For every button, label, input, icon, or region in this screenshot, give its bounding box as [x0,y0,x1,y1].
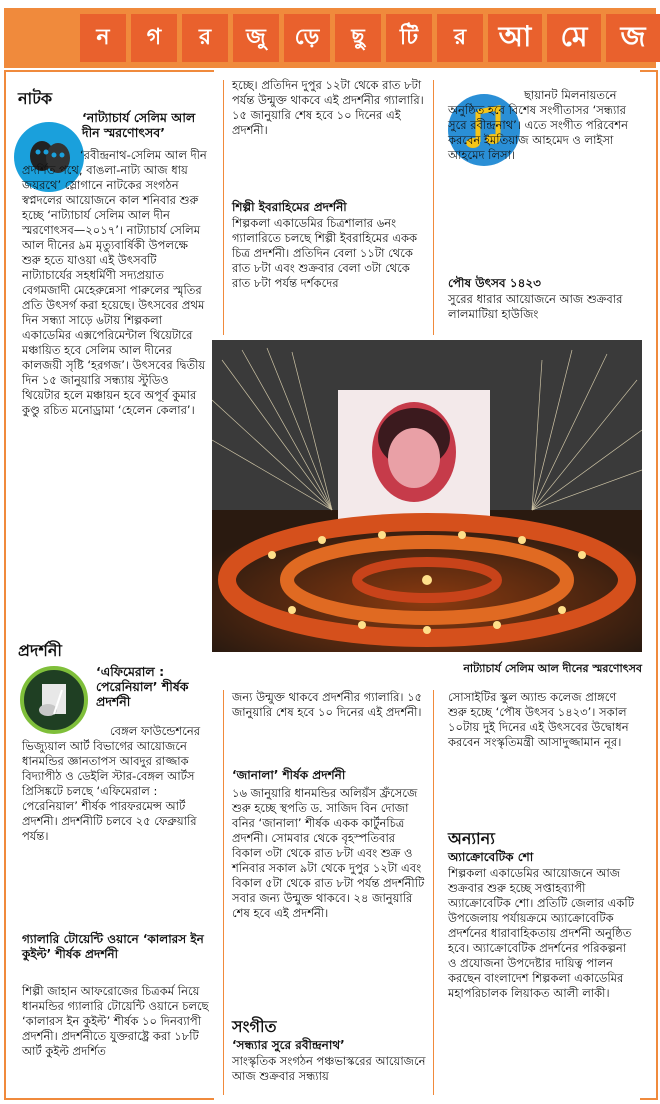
prodorshoni-headline: ‘এফিমেরাল : পেরেনিয়াল’ শীর্ষক প্রদর্শনী [96,664,189,709]
banner-letter: র [182,14,228,62]
banner-letter: ছু [335,14,381,62]
janala-body-text: ১৬ জানুয়ারি ধানমন্ডির অলিয়ঁস ফ্রঁসেজে শুরু হচ্ছে স্থপতি ড. সাজিদ বিন দোজা বনির ‘জানালা’ শীর্ষক একক কার্টুনচিত্র প্রদর্শনী। সোমবার থেকে বৃহস্পতিবার বিকাল ৩টা থেকে রাত ৮টা এবং শুক্র ও শনিবার সকাল ৯টা থেকে দুপুর ১২টা এবং বিকাল ৫টা থেকে রাত ৮টা পর্যন্ত প্রদর্শনীটি সবার জন্য উন্মুক্ত থাকবে। ২৪ জানুয়ারি শেষ হবে এই প্রদর্শনী। [232,786,425,920]
janala-headline: ‘জানালা’ শীর্ষক প্রদর্শনী [232,768,346,782]
column-divider [223,80,224,335]
gallery-body-text: শিল্পী জাহান আফরোজের চিত্রকর্ম নিয়ে ধানমন্ডির গ্যালারি টোয়েন্টি ওয়ানে চলছে ‘কালারস ইন কুইল্ট’ শীর্ষক ১০ দিনব্যাপী প্রদর্শনী। প্রদর্শনীতে যুক্তরাষ্ট্রে করা ১৮টি আর্ট কুইল্ট প্রদর্শিত [22,984,209,1058]
sangeet-body [232,1054,428,1086]
natok-body [22,148,208,420]
banner-title [80,14,660,62]
janala-body [232,786,428,923]
acrobatic-headline: অ্যাক্রোবেটিক শো [448,850,534,864]
banner-letter: আ [488,14,542,62]
right-frame [640,70,658,1100]
chhayanaut-body [448,88,634,165]
photo-caption: নাট্যাচার্য সেলিম আল দীনের স্মরণোৎসব [463,662,642,675]
col2-bottom-cont-text: জন্য উন্মুক্ত থাকবে প্রদর্শনীর গ্যালারি। ১৫ জানুয়ারি শেষ হবে ১০ দিনের এই প্রদর্শনী। [232,690,423,719]
column-divider [223,690,224,1095]
acrobatic-body [448,866,634,1003]
ibrahim-body-text: শিল্পকলা একাডেমির চিত্রশালার ৬নং গ্যালারিতে চলছে শিল্পী ইবরাহিমের একক চিত্র প্রদর্শনী। প্রতিদিন বেলা ১১টা থেকে রাত ৮টা এবং শুক্রবার বেলা ৩টা থেকে রাত ৮টা পর্যন্ত দর্শকদের [232,216,418,290]
ibrahim-body [232,216,428,293]
poush-headline: পৌষ উৎসব ১৪২৩ [448,276,541,290]
banner-letter: জু [233,14,279,62]
column-divider [433,80,434,335]
section-prodorshoni: প্রদর্শনী [18,641,62,660]
poush-body [448,292,634,324]
banner-letter: ড়ে [284,14,330,62]
section-onnanno: অন্যান্য [448,829,495,848]
ibrahim-headline: শিল্পী ইবরাহিমের প্রদর্শনী [232,200,347,214]
banner-letter: মে [547,14,601,62]
banner-letter: র [437,14,483,62]
banner-letter: ন [80,14,126,62]
sangeet-body-text: সাংস্কৃতিক সংগঠন পঞ্চভাস্করের আয়োজনে আজ শুক্রবার সন্ধ্যায় [232,1054,426,1083]
col2-bottom-cont [232,690,428,722]
col2-top-cont [232,78,428,140]
banner [4,8,656,68]
col3-bottom-cont [448,690,634,752]
natok-body-text: ‘রবীন্দ্রনাথ-সেলিম আল দীন প্রদর্শিত পথে, বাঙলা-নাট্য আজ ধায় জয়রথে’ স্লোগানে নাটকের সংগঠন স্বপ্নদলের আয়োজনে কাল শনিবার শুরু হচ্ছে ‘নাট্যাচার্য সেলিম আল দীন স্মরণোৎসব—২০১৭’। নাট্যাচার্য সেলিম আল দীনের ৯ম মৃত্যুবার্ষিকী উপলক্ষে শুরু হতে যাওয়া এই উৎসবটি নাট্যাচার্যের সহধর্মিণী সদ্যপ্রয়াত বেগমজাদী মেহেরুন্নেসা পারুলের স্মৃতির প্রতি উৎসর্গ করা হয়েছে। উৎসবের প্রথম দিন সন্ধ্যা সাড়ে ৬টায় শিল্পকলা একাডেমির এক্সপেরিমেন্টাল থিয়েটারে মঞ্চায়িত হবে সেলিম আল দীনের কালজয়ী সৃষ্টি ‘হরগজ’। উৎসবের দ্বিতীয় দিন ১৫ জানুয়ারি সন্ধ্যায় স্টুডিও থিয়েটার হলে মঞ্চায়ন হবে অপূর্ব কুমার কুণ্ডু রচিত মনোড্রামা ‘হেলেন কেলার’। [22,148,207,417]
prodorshoni-body [22,724,210,846]
gallery-body [22,984,210,1061]
poush-body-text: সুরের ধারার আয়োজনে আজ শুক্রবার লালমাটিয়া হাউজিং [448,292,623,321]
natok-headline: ‘নাট্যাচার্য সেলিম আল দীন স্মরণোৎসব’ [82,110,196,140]
section-sangeet: সংগীত [232,1017,277,1036]
banner-letter: টি [386,14,432,62]
gallery-headline: গ্যালারি টোয়েন্টি ওয়ানে ‘কালারস ইন কুইল্ট’ শীর্ষক প্রদর্শনী [22,932,204,961]
acrobatic-body-text: শিল্পকলা একাডেমির আয়োজনে আজ শুক্রবার শুরু হচ্ছে সপ্তাহব্যাপী অ্যাক্রোবেটিক শো। প্রতিটি জেলার একটি উপজেলায় পর্যায়ক্রমে অ্যাক্রোবেটিক প্রদর্শনের ধারাবাহিকতায় প্রদর্শনী অনুষ্ঠিত হবে। অ্যাক্রোবেটিক প্রদর্শনের পরিকল্পনা ও প্রযোজনা উপদেষ্টার দায়িত্ব পালন করছেন বাংলাদেশ শিল্পকলা একাডেমির মহাপরিচালক লিয়াকত আলী লাকী। [448,866,634,1000]
col3-bottom-cont-text: সোসাইটির স্কুল অ্যান্ড কলেজ প্রাঙ্গণে শুরু হচ্ছে ‘পৌষ উৎসব ১৪২৩’। সকাল ১০টায় দুই দিনের এই উৎসবের উদ্বোধন করবেন সংস্কৃতিমন্ত্রী আসাদুজ্জামান নূর। [448,690,629,749]
sangeet-headline: ‘সন্ধ্যার সুরে রবীন্দ্রনাথ’ [232,1038,345,1052]
banner-letter: গ [131,14,177,62]
column-divider [433,690,434,1095]
banner-letter: জ [606,14,660,62]
prodorshoni-body-text: বেঙ্গল ফাউন্ডেশনের ভিজ্যুয়াল আর্ট বিভাগের আয়োজনে ধানমন্ডির জ্ঞানতাপস আবদুর রাজ্জাক বিদ্যাপীঠ ও ডেইলি স্টার-বেঙ্গল আর্টস প্রিসিঙ্কটে চলছে ‘এফিমেরাল : পেরেনিয়াল’ শীর্ষক পারফরমেন্স আর্ট প্রদর্শনী। প্রদর্শনীটি চলবে ২৫ ফেব্রুয়ারি পর্যন্ত। [22,724,201,843]
chhayanaut-body-text: ছায়ানট মিলনায়তনে অনুষ্ঠিত হবে বিশেষ সংগীতাসর ‘সন্ধ্যার সুরে রবীন্দ্রনাথ’। এতে সংগীত পরিবেশন করবেন ইমতিয়াজ আহমেদ ও লাইসা আহমেদ লিসা। [448,88,629,162]
col2-top-cont-text: হচ্ছে। প্রতিদিন দুপুর ১২টা থেকে রাত ৮টা পর্যন্ত উন্মুক্ত থাকবে এই প্রদর্শনীর গ্যালারি। ১৫ জানুয়ারি শেষ হবে ১০ দিনের এই প্রদর্শনী। [232,78,424,137]
section-natok: নাটক [18,89,53,108]
festival-photo [212,340,642,652]
